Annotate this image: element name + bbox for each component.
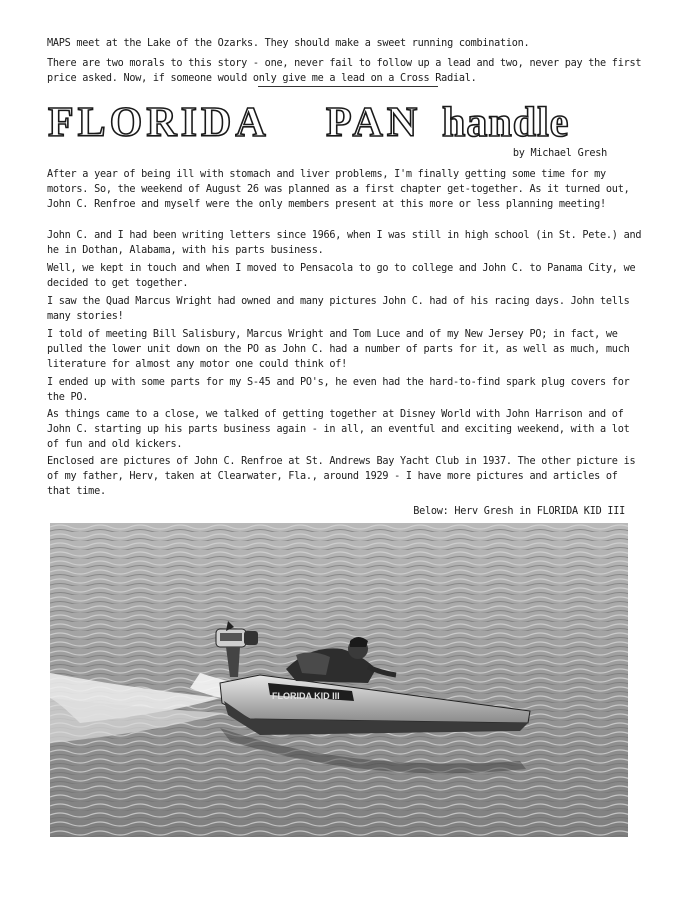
boat-photo <box>50 523 628 837</box>
morals-paragraph: There are two morals to this story - one, never fail to follow up a lead and two, never pay the first price asked. Now, if someone would only give me a lead on a Cross Radial. <box>47 58 642 84</box>
paragraph-4: I saw the Quad Marcus Wright had owned and many pictures John C. had of his racing days. John tells many stories! <box>47 296 630 322</box>
paragraph-1: After a year of being ill with stomach and liver problems, I'm finally getting some time for my motors. So, the weekend of August 26 was planned as a first chapter get-together. As it turned out, John C. Renfroe and myself were the only members present at this more or less planning meeting! <box>47 169 630 210</box>
article-title <box>44 98 624 144</box>
boat-name-lettering: FLORIDA KID III <box>272 691 340 701</box>
paragraph-3: Well, we kept in touch and when I moved to Pensacola to go to college and John C. to Panama City, we decided to get together. <box>47 263 636 289</box>
title-handle: handle <box>442 100 570 144</box>
byline: by Michael Gresh <box>512 148 607 159</box>
paragraph-8: Enclosed are pictures of John C. Renfroe at St. Andrews Bay Yacht Club in 1937. The other picture is of my father, Herv, taken at Clearwater, Fla., around 1929 - I have more pictures and articles of that time. <box>47 456 636 497</box>
paragraph-2: John C. and I had been writing letters since 1966, when I was still in high school (in St. Pete.) and he in Dothan, Alabama, with his parts business. <box>47 230 642 256</box>
paragraph-5: I told of meeting Bill Salisbury, Marcus Wright and Tom Luce and of my New Jersey PO; in fact, we pulled the lower unit down on the PO as John C. had a number of parts for it, as well as much, much literature for almost any motor one could think of! <box>47 329 630 370</box>
photo-caption: Below: Herv Gresh in FLORIDA KID III <box>413 506 625 517</box>
divider-rule <box>258 86 438 87</box>
title-pan: PAN <box>326 100 422 144</box>
paragraph-6: I ended up with some parts for my S-45 and PO's, he even had the hard-to-find spark plug covers for the PO. <box>47 377 630 403</box>
title-florida: FLORIDA <box>48 100 270 144</box>
paragraph-7: As things came to a close, we talked of getting together at Disney World with John Harrison and of John C. starting up his parts business again - in all, an eventful and exciting weekend, with a lot of fun and old kickers. <box>47 409 630 450</box>
intro-line: MAPS meet at the Lake of the Ozarks. They should make a sweet running combination. <box>47 38 530 49</box>
